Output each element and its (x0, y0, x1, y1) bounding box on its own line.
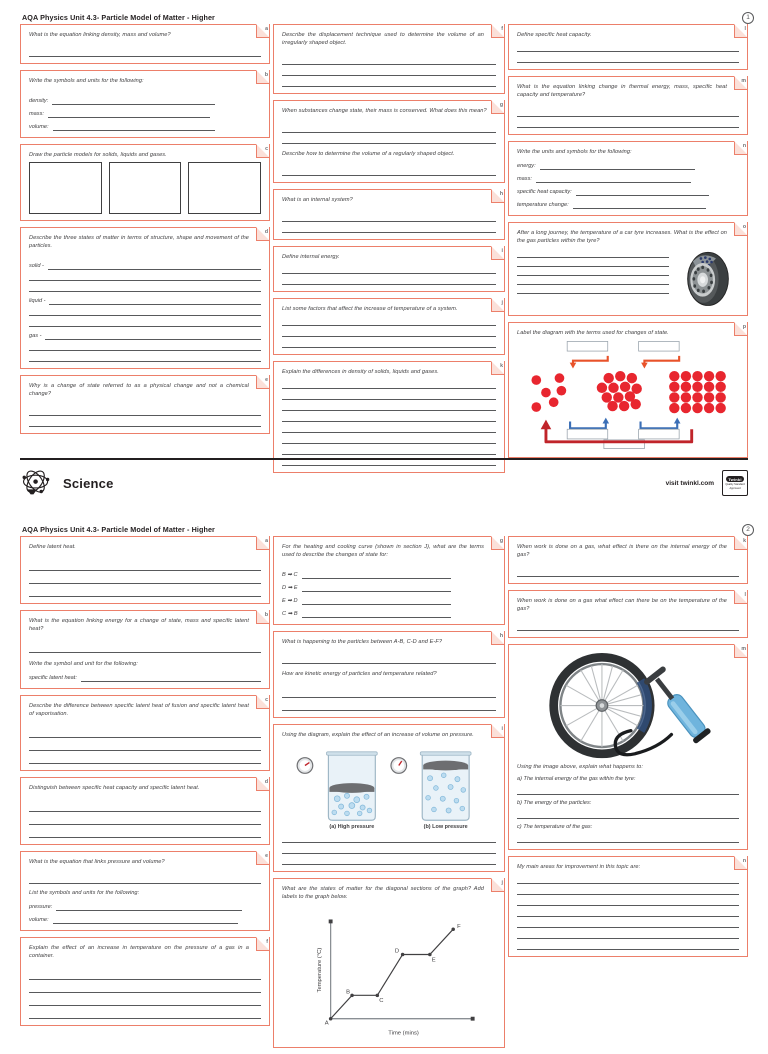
question-box-b[interactable] (20, 70, 270, 138)
question-text: Explain the effect of an increase in temperature on the pressure of a gas in a container. (29, 945, 249, 959)
question-text: What is the equation linking energy for a change of state, mass and specific latent heat? (29, 618, 249, 632)
answer-line[interactable] (282, 263, 496, 274)
box-letter: h (499, 190, 503, 197)
answer-line[interactable] (53, 915, 239, 924)
answer-line[interactable] (517, 106, 739, 117)
question-box-l[interactable] (508, 24, 748, 70)
answer-line[interactable] (282, 653, 496, 664)
answer-line[interactable] (282, 698, 496, 711)
labelled-answer-row[interactable] (517, 171, 739, 183)
answer-line[interactable] (517, 784, 739, 795)
question-text: Define specific heat capacity. (517, 32, 592, 38)
answer-line[interactable] (282, 211, 496, 222)
question-box-o[interactable] (508, 222, 748, 316)
label-box-freezing (639, 429, 680, 439)
question-text: Explain the differences in density of solids, liquids and gases. (282, 369, 439, 375)
question-text: List the symbols and units for the following: (29, 890, 140, 896)
quality-mark-caption: Quality Standard Approved (725, 483, 745, 490)
field-label: specific latent heat: (29, 675, 77, 681)
question-box-m[interactable] (508, 76, 748, 135)
quality-mark-brand: Twinkl (728, 476, 742, 482)
state-change-row[interactable] (282, 579, 496, 592)
question-box-h[interactable] (273, 631, 505, 718)
question-text: My main areas for improvement in this topic are: (517, 864, 641, 870)
box-letter: j (501, 879, 503, 886)
answer-line[interactable] (282, 326, 496, 337)
gas-particles (531, 373, 566, 412)
visit-twinkl-label[interactable]: visit twinkl.com (665, 479, 714, 487)
atom-icon (20, 470, 54, 496)
box-letter: m (741, 77, 746, 84)
field-label: temperature change: (517, 202, 569, 208)
label-box-melting (567, 341, 608, 351)
question-text: Write the units and symbols for the following: (517, 149, 632, 155)
question-box-p[interactable] (508, 322, 748, 458)
answer-line[interactable] (517, 41, 739, 52)
answer-line[interactable] (282, 843, 496, 854)
answer-line[interactable] (282, 133, 496, 144)
answer-line[interactable] (49, 296, 261, 305)
question-text: Describe the difference between specific latent heat of fusion and specific latent heat of vaporisation. (29, 703, 249, 717)
answer-line[interactable] (29, 993, 261, 1006)
liquid-particles (597, 371, 642, 411)
labelled-answer-row[interactable] (29, 119, 261, 131)
sub-question-b: b) The energy of the particles: (517, 800, 592, 806)
curve-data-points (329, 927, 455, 1020)
label-box-condensing (567, 429, 608, 439)
curve-point-labels (325, 924, 461, 1026)
box-letter: h (499, 632, 503, 639)
question-text: Using the image above, explain what happens to: (517, 764, 643, 770)
question-box-f[interactable] (20, 937, 270, 1026)
question-text: When work is done on a gas what effect can there be on the temperature of the gas? (517, 598, 727, 612)
field-label: pressure: (29, 904, 53, 910)
answer-line[interactable] (282, 337, 496, 348)
answer-line[interactable] (52, 96, 214, 105)
box-letter: k (500, 362, 503, 369)
field-label: mass: (517, 176, 532, 182)
question-box-d[interactable] (20, 777, 270, 845)
state-change-label: C ➡ B (282, 611, 298, 617)
answer-line[interactable] (29, 873, 261, 884)
answer-line[interactable] (517, 939, 739, 950)
question-box-f[interactable] (273, 24, 505, 94)
worksheet-page-1 (0, 0, 768, 512)
box-letter: n (742, 142, 746, 149)
state-change-row[interactable] (282, 592, 496, 605)
answer-line[interactable] (573, 200, 706, 209)
page1-column-middle (273, 24, 505, 479)
labelled-answer-row[interactable] (29, 670, 261, 682)
answer-line[interactable] (517, 258, 669, 267)
state-change-label: B ➡ C (282, 572, 298, 578)
answer-line[interactable] (517, 276, 669, 285)
question-text: Define internal energy. (282, 254, 340, 260)
box-letter: b (264, 611, 268, 618)
question-text: Using the diagram, explain the effect of an increase of volume on pressure. (282, 732, 474, 738)
answer-line[interactable] (517, 52, 739, 63)
answer-line[interactable] (282, 389, 496, 400)
answer-line[interactable] (29, 305, 261, 316)
answer-line[interactable] (29, 967, 261, 980)
page-title: AQA Physics Unit 4.3- Particle Model of Matter - Higher (22, 525, 215, 534)
question-box-i[interactable] (273, 724, 505, 872)
labelled-answer-row[interactable] (517, 158, 739, 170)
question-box-e[interactable] (20, 375, 270, 434)
field-label: volume: (29, 124, 49, 130)
answer-line[interactable] (29, 46, 261, 57)
box-letter: a (265, 25, 268, 32)
box-letter: d (264, 228, 268, 235)
question-box-b[interactable] (20, 610, 270, 689)
page2-column-left (20, 536, 270, 1032)
question-text: List some factors that affect the increase of temperature of a system. (282, 306, 458, 312)
solid-particles (669, 371, 726, 413)
question-box-j[interactable] (273, 298, 505, 355)
answer-line[interactable] (576, 187, 709, 196)
answer-line[interactable] (517, 884, 739, 895)
answer-line[interactable] (282, 685, 496, 698)
worksheet-page-2 (0, 512, 768, 1037)
footer-right (666, 470, 748, 496)
field-label: mass: (29, 111, 44, 117)
labelled-answer-row[interactable] (29, 258, 261, 270)
page-number-badge: 1 (742, 12, 754, 24)
box-letter: l (744, 25, 746, 32)
labelled-answer-row[interactable] (517, 197, 739, 209)
page-title: AQA Physics Unit 4.3- Particle Model of Matter - Higher (22, 13, 215, 22)
answer-line[interactable] (517, 117, 739, 128)
box-letter: n (742, 857, 746, 864)
brand-label: Science (63, 475, 114, 491)
question-box-g[interactable] (273, 536, 505, 625)
box-letter: e (265, 852, 268, 859)
answer-line[interactable] (282, 222, 496, 233)
label-box-evaporating (639, 341, 680, 351)
labelled-answer-row[interactable] (29, 293, 261, 305)
answer-line[interactable] (29, 584, 261, 597)
labelled-answer-row[interactable] (29, 912, 261, 924)
field-label: volume: (29, 917, 49, 923)
question-box-l[interactable] (508, 590, 748, 638)
changes-of-state-diagram (517, 339, 739, 451)
question-box-n[interactable] (508, 856, 748, 957)
answer-line[interactable] (540, 161, 695, 170)
question-box-e[interactable] (20, 851, 270, 931)
question-box-c[interactable] (20, 695, 270, 771)
svg-text:B: B (346, 989, 351, 996)
box-letter: c (265, 696, 268, 703)
labelled-answer-row[interactable] (29, 106, 261, 118)
question-text: What is the equation that links pressure and volume? (29, 859, 165, 865)
question-text: Why is a change of state referred to as a physical change and not a chemical change? (29, 383, 249, 397)
box-letter: j (501, 299, 503, 306)
page-number-badge: 2 (742, 524, 754, 536)
question-text: Label the diagram with the terms used for changes of state. (517, 330, 669, 336)
answer-line[interactable] (29, 812, 261, 825)
answer-line[interactable] (302, 596, 452, 605)
x-axis-label: Time (mins) (388, 1030, 419, 1037)
question-box-h[interactable] (273, 189, 505, 240)
question-text: What is the equation linking density, mass and volume? (29, 32, 171, 38)
question-box-g[interactable] (273, 100, 505, 183)
box-letter: c (265, 145, 268, 152)
answer-line[interactable] (29, 751, 261, 764)
question-text: For the heating and cooling curve (shown in section J), what are the terms used to describe the changes of state for: (282, 544, 484, 558)
answer-line[interactable] (282, 433, 496, 444)
box-letter: l (744, 591, 746, 598)
answer-line[interactable] (282, 854, 496, 865)
answer-line[interactable] (517, 808, 739, 819)
labelled-answer-row[interactable] (517, 184, 739, 196)
question-box-c[interactable] (20, 144, 270, 221)
answer-line[interactable] (282, 122, 496, 133)
question-text: When work is done on a gas, what effect is there on the internal energy of the gas? (517, 544, 727, 558)
answer-line[interactable] (29, 270, 261, 281)
box-letter: m (741, 645, 746, 652)
question-box-m[interactable] (508, 644, 748, 850)
answer-line[interactable] (29, 571, 261, 584)
question-text: What is happening to the particles between A-B, C-D and E-F? (282, 639, 443, 645)
answer-line[interactable] (29, 558, 261, 571)
box-letter: g (499, 537, 503, 544)
question-text: Draw the particle models for solids, liquids and gases. (29, 152, 167, 158)
drawing-box-solid[interactable] (29, 162, 102, 214)
question-text: Define latent heat. (29, 544, 76, 550)
answer-line[interactable] (517, 285, 669, 294)
answer-line[interactable] (282, 411, 496, 422)
answer-line[interactable] (282, 274, 496, 285)
answer-line[interactable] (282, 422, 496, 433)
answer-line[interactable] (29, 640, 261, 653)
state-change-row[interactable] (282, 605, 496, 618)
heating-curve-graph (282, 903, 496, 1041)
box-letter: g (499, 101, 503, 108)
question-box-a[interactable] (20, 24, 270, 64)
question-text: What is an internal system? (282, 197, 353, 203)
drawing-box-gas[interactable] (188, 162, 261, 214)
answer-line[interactable] (81, 673, 261, 682)
heating-curve-line (331, 929, 454, 1018)
answer-line[interactable] (282, 315, 496, 326)
question-text: Write the symbol and unit for the following: (29, 661, 138, 667)
box-letter: i (501, 725, 503, 732)
question-text: When substances change state, their mass is conserved. What does this mean? (282, 108, 487, 114)
answer-line[interactable] (282, 444, 496, 455)
answer-line[interactable] (29, 351, 261, 362)
field-label: energy: (517, 163, 536, 169)
field-label: solid - (29, 263, 44, 269)
question-text: Describe how to determine the volume of a regularly shaped object. (282, 151, 455, 157)
answer-line[interactable] (282, 76, 496, 87)
svg-text:A: A (324, 1020, 329, 1027)
state-change-row[interactable] (282, 566, 496, 579)
answer-line[interactable] (302, 609, 452, 618)
question-box-k[interactable] (508, 536, 748, 584)
page-footer (20, 458, 748, 500)
drawing-box-liquid[interactable] (109, 162, 182, 214)
answer-line[interactable] (29, 799, 261, 812)
answer-line[interactable] (48, 261, 261, 270)
answer-line[interactable] (517, 873, 739, 884)
answer-line[interactable] (517, 906, 739, 917)
answer-lines-group (517, 247, 669, 294)
sub-question-c: c) The temperature of the gas: (517, 824, 593, 830)
answer-line[interactable] (29, 825, 261, 838)
box-letter: k (743, 537, 746, 544)
box-letter: f (501, 25, 503, 32)
question-text: What are the states of matter for the diagonal sections of the graph? Add labels to the graph below. (282, 886, 484, 900)
answer-line[interactable] (29, 405, 261, 416)
field-label: specific heat capacity: (517, 189, 572, 195)
field-label: gas - (29, 333, 42, 339)
box-letter: p (742, 323, 746, 330)
box-letter: f (266, 938, 268, 945)
answer-line[interactable] (302, 583, 452, 592)
box-letter: e (265, 376, 268, 383)
question-box-a[interactable] (20, 536, 270, 604)
question-box-j[interactable] (273, 878, 505, 1048)
question-text: Describe the three states of matter in terms of structure, shape and movement of the particles. (29, 235, 249, 249)
answer-line[interactable] (282, 65, 496, 76)
state-change-label: E ➡ D (282, 598, 298, 604)
answer-line[interactable] (282, 54, 496, 65)
answer-line[interactable] (517, 832, 739, 843)
question-box-d[interactable] (20, 227, 270, 369)
page1-column-right (508, 24, 748, 464)
brand-block (20, 470, 114, 496)
answer-line[interactable] (45, 331, 261, 340)
question-box-n[interactable] (508, 141, 748, 216)
question-text: After a long journey, the temperature of a car tyre increases. What is the effect on the gas particles within the tyre? (517, 230, 727, 244)
answer-line[interactable] (517, 267, 669, 276)
question-text: Write the symbols and units for the following: (29, 78, 144, 84)
twinkl-quality-mark-icon (722, 470, 748, 496)
answer-line[interactable] (48, 109, 210, 118)
question-text: What is the equation linking change in thermal energy, mass, specific heat capacity and temperature? (517, 84, 727, 98)
question-text: Distinguish between specific heat capacity and specific latent heat. (29, 785, 200, 791)
answer-line[interactable] (517, 928, 739, 939)
answer-line[interactable] (29, 738, 261, 751)
svg-text:E: E (431, 957, 436, 964)
answer-line[interactable] (282, 378, 496, 389)
question-text: How are kinetic energy of particles and temperature related? (282, 671, 437, 677)
y-axis-label: Temperature (°C) (316, 947, 323, 993)
svg-text:C: C (379, 998, 384, 1005)
field-label: liquid - (29, 298, 46, 304)
page2-column-right (508, 536, 748, 963)
drawing-area-row (29, 162, 261, 214)
labelled-answer-row[interactable] (29, 93, 261, 105)
answer-line[interactable] (517, 917, 739, 928)
page2-column-middle (273, 536, 505, 1054)
bicycle-wheel-pump-image (517, 651, 739, 763)
beaker-caption-a: (a) High pressure (329, 824, 375, 831)
answer-line[interactable] (302, 570, 452, 579)
answer-line[interactable] (29, 316, 261, 327)
answer-line[interactable] (282, 165, 496, 176)
question-box-i[interactable] (273, 246, 505, 292)
answer-line[interactable] (517, 895, 739, 906)
answer-line[interactable] (56, 902, 242, 911)
box-letter: d (264, 778, 268, 785)
answer-line[interactable] (29, 980, 261, 993)
answer-line[interactable] (517, 566, 739, 577)
question-text: Describe the displacement technique used to determine the volume of an irregularly shaped object. (282, 32, 484, 46)
box-letter: o (742, 223, 746, 230)
pressure-beakers-image (291, 744, 487, 830)
question-box-k[interactable] (273, 361, 505, 473)
box-letter: a (265, 537, 268, 544)
answer-line[interactable] (282, 400, 496, 411)
answer-line[interactable] (29, 340, 261, 351)
answer-line[interactable] (517, 249, 669, 258)
labelled-answer-row[interactable] (29, 328, 261, 340)
answer-line[interactable] (53, 122, 215, 131)
answer-line[interactable] (536, 174, 691, 183)
answer-line[interactable] (282, 832, 496, 843)
answer-line[interactable] (29, 416, 261, 427)
box-letter: i (501, 247, 503, 254)
labelled-answer-row[interactable] (29, 899, 261, 911)
field-label: density: (29, 98, 49, 104)
answer-line[interactable] (517, 620, 739, 631)
box-letter: b (264, 71, 268, 78)
page1-column-left (20, 24, 270, 440)
answer-line[interactable] (29, 281, 261, 292)
car-tyre-image (677, 247, 739, 309)
svg-text:F: F (457, 924, 461, 931)
state-change-label: D ➡ E (282, 585, 298, 591)
sub-question-a: a) The internal energy of the gas within the tyre: (517, 776, 636, 782)
answer-line[interactable] (29, 725, 261, 738)
answer-line[interactable] (29, 1006, 261, 1019)
beaker-caption-b: (b) Low pressure (423, 824, 468, 831)
svg-text:D: D (394, 948, 400, 955)
